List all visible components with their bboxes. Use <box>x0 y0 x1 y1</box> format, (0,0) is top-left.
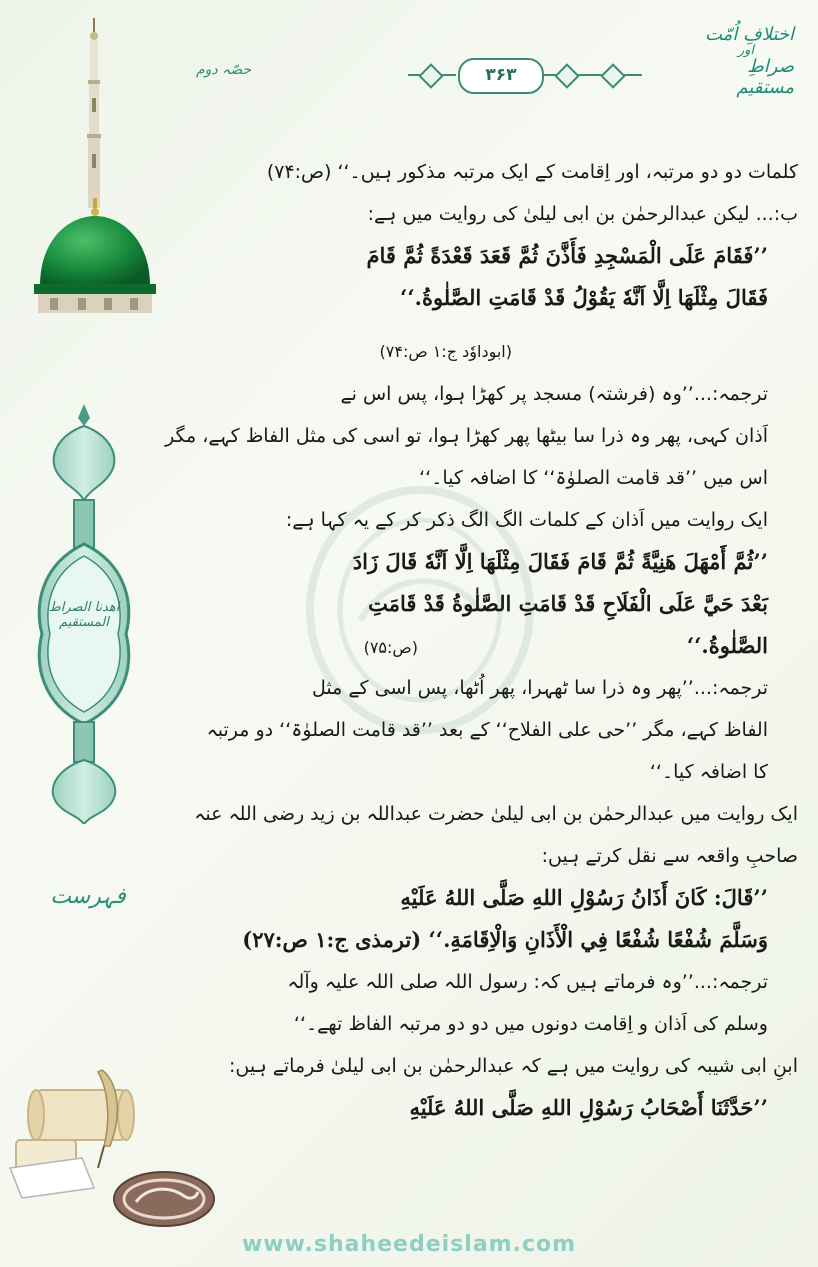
text-line: اَذان کہی، پھر وہ ذرا سا بیٹھا پھر کھڑا ہوا، تو اسی کی مثل الفاظ کہے، مگر <box>165 425 768 447</box>
text-line: ابنِ ابی شیبہ کی روایت میں ہے کہ عبدالرحمٰن بن ابی لیلیٰ فرماتے ہیں: <box>228 1055 798 1077</box>
text-line: ایک روایت میں اَذان کے کلمات الگ الگ ذکر کر کے یہ کہا ہے: <box>285 509 768 531</box>
arabic-text-line: فَقَالَ مِثْلَهَا اِلَّا اَنَّهٗ يَقُوْلُ قَدْ قَامَتِ الصَّلٰوةُ.‘‘ <box>400 285 768 310</box>
publisher-stamp-icon <box>112 1170 216 1228</box>
index-link[interactable]: فہرست <box>50 884 126 909</box>
book-title-line1: اختلافِ اُمّت <box>705 24 794 45</box>
book-title-line2: اور <box>737 43 754 58</box>
arabic-text-line: ’’حَدَّثَنَا أَصْحَابُ رَسُوْلِ اللهِ صَلَّى اللهُ عَلَيْهِ <box>409 1095 768 1120</box>
text-line: وسلم کی اَذان و اِقامت دونوں میں دو دو مرتبہ الفاظ تھے۔‘‘ <box>293 1013 768 1035</box>
footer-url[interactable]: www.shaheedeislam.com <box>241 1232 577 1257</box>
diamond-ornament-icon <box>418 63 443 88</box>
text-line: ترجمہ:...’’پھر وہ ذرا سا ٹھہرا، پھر اُٹھا، پس اسی کے مثل <box>312 677 768 699</box>
arabic-text-line: ’’فَقَامَ عَلَى الْمَسْجِدِ فَأَذَّنَ ثُمَّ قَعَدَ قَعْدَةً ثُمَّ قَامَ <box>366 243 768 268</box>
diamond-ornament-icon <box>600 63 625 88</box>
text-line: ب:... لیکن عبدالرحمٰن بن ابی لیلیٰ کی روایت میں ہے: <box>367 203 798 225</box>
panel-calligraphy: اهدنا الصراط المستقیم <box>48 600 120 630</box>
arabic-text-line: بَعْدَ حَيَّ عَلَى الْفَلَاحِ قَدْ قَامَتِ الصَّلٰوةُ قَدْ قَامَتِ <box>368 591 768 616</box>
arabic-text-line: ’’قَالَ: كَانَ أَذَانُ رَسُوْلِ اللهِ صَلَّى اللهُ عَلَيْهِ <box>400 885 768 910</box>
arabic-text-line: ’’ثُمَّ أَمْهَلَ هَنِيَّةً ثُمَّ قَامَ فَقَالَ مِثْلَهَا اِلَّا اَنَّهٗ قَالَ زَادَ <box>352 549 768 574</box>
page-number: ۳۶۳ <box>458 58 544 94</box>
text-line: کا اضافہ کیا۔‘‘ <box>649 761 768 783</box>
text-line: ترجمہ:...’’وہ فرماتے ہیں کہ: رسول اللہ صلی اللہ علیہ وآلہ <box>287 971 768 993</box>
text-line: ترجمہ:...’’وہ (فرشتہ) مسجد پر کھڑا ہوا، پس اس نے <box>340 383 768 405</box>
arabic-text-line: وَسَلَّمَ شُفْعًا شُفْعًا فِي الْأَذَانِ وَالْاِقَامَةِ.‘‘ (ترمذی ج:۱ ص:۲۷) <box>242 927 768 952</box>
text-line: کلمات دو دو مرتبہ، اور اِقامت کے ایک مرتبہ مذکور ہیں۔‘‘ (ص:۷۴) <box>266 161 798 183</box>
page-number-ornament <box>408 58 648 92</box>
book-title <box>684 24 794 98</box>
minaret-icon <box>86 18 102 208</box>
section-label: حصّہ دوم <box>196 62 252 78</box>
citation-ref: (ابوداوٗد ج:۱ ص:۷۴) <box>379 342 512 361</box>
text-line: ایک روایت میں عبدالرحمٰن بن ابی لیلیٰ حضرت عبداللہ بن زید رضی اللہ عنہ <box>194 803 798 825</box>
arabic-text-line: الصَّلٰوةُ.‘‘ <box>686 633 768 658</box>
citation-ref: (ص:۷۵) <box>363 638 418 657</box>
text-line: اس میں ’’قد قامت الصلوٰۃ‘‘ کا اضافہ کیا۔‘‘ <box>419 467 768 489</box>
green-dome-icon <box>30 198 160 313</box>
text-line: صاحبِ واقعہ سے نقل کرتے ہیں: <box>541 845 798 867</box>
book-title-line3: صراطِ مستقیم <box>736 56 794 98</box>
text-line: الفاظ کہے، مگر ’’حی علی الفلاح‘‘ کے بعد ’’قد قامت الصلوٰۃ‘‘ دو مرتبہ <box>206 719 768 741</box>
diamond-ornament-icon <box>554 63 579 88</box>
